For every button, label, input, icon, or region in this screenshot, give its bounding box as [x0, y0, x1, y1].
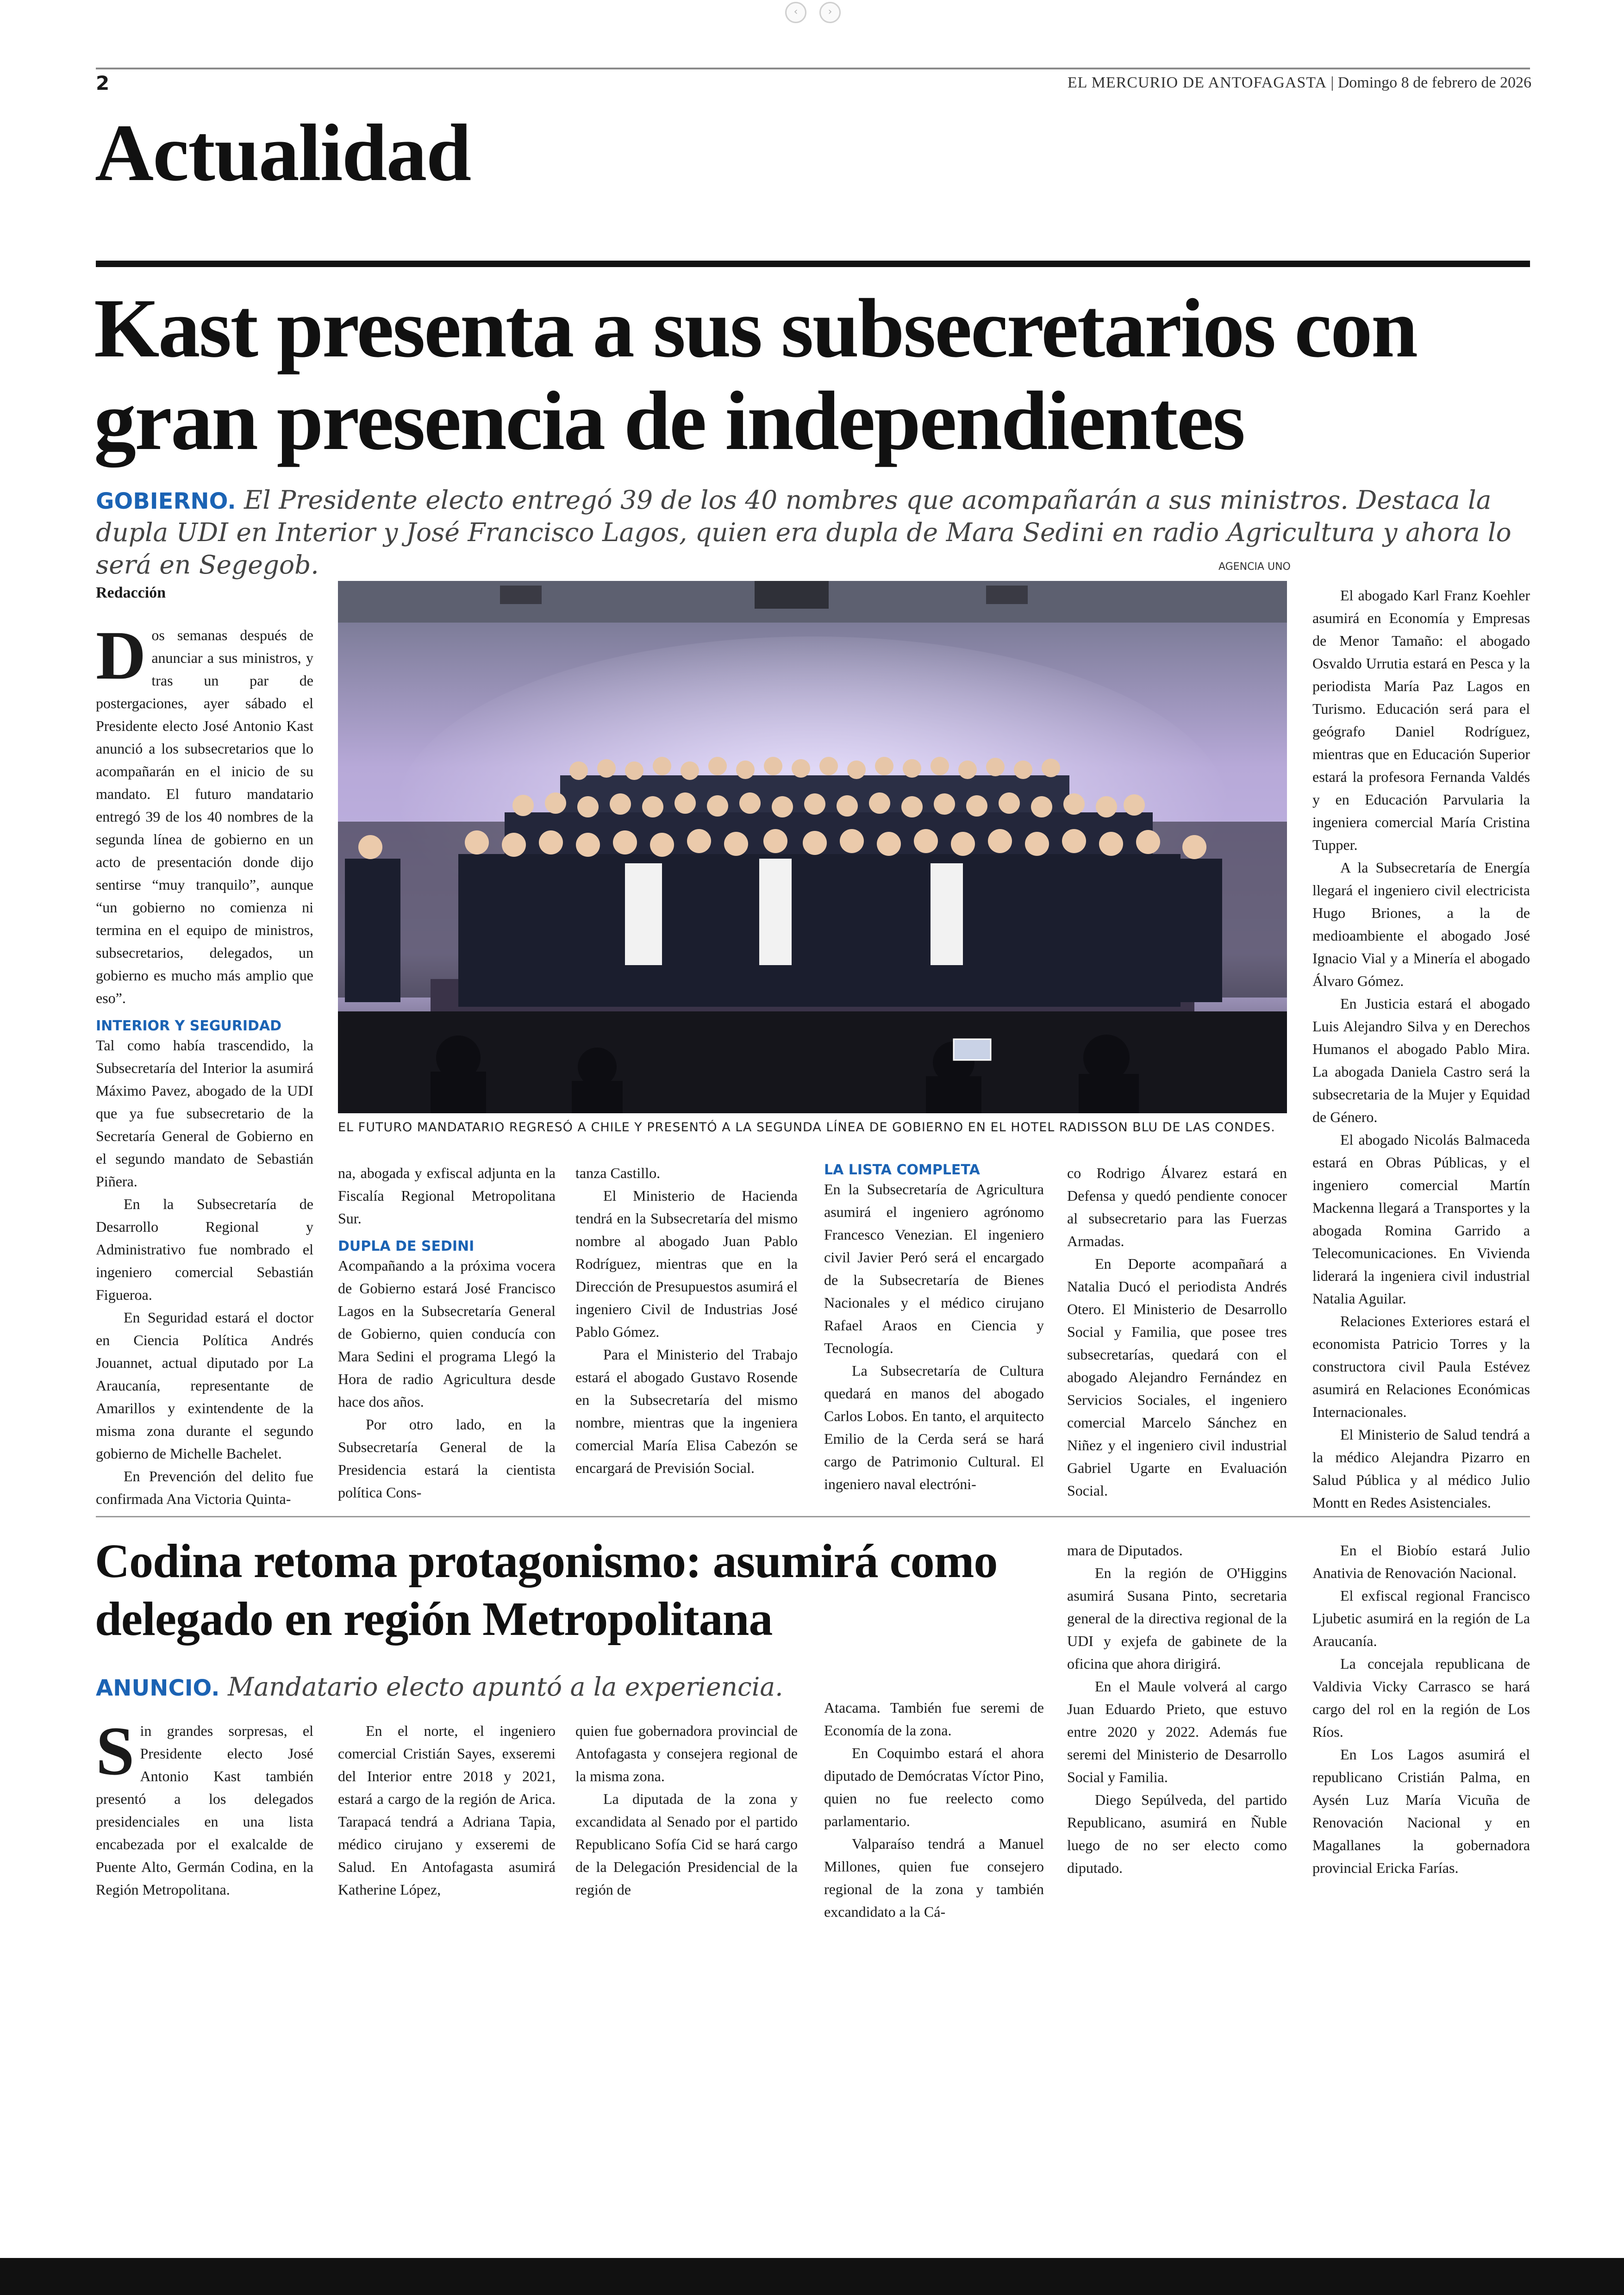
newspaper-masthead	[1068, 74, 1531, 92]
paragraph: La Subsecretaría de Cultura quedará en manos del abogado Carlos Lobos. En tanto, el arquitecto Emilio de la Cerda será se hará cargo de Patrimonio Cultural. El ingeniero naval electróni-	[824, 1362, 1044, 1492]
lead-kicker: GOBIERNO.	[96, 488, 236, 514]
next-page-button[interactable]: ›	[819, 2, 841, 23]
photo-credit: AGENCIA UNO	[1218, 561, 1291, 573]
paragraph: A la Subsecretaría de Energía llegará el ingeniero civil electricista Hugo Briones, a la de medioambiente el abogado José Ignacio Vial y a Minería el abogado Álvaro Gómez.	[1312, 859, 1530, 989]
article1-column-2	[338, 1162, 556, 1504]
paragraph: Diego Sepúlveda, del partido Republicano, asumirá en Ñuble luego de no ser electo como diputado.	[1067, 1791, 1287, 1876]
main-headline: Kast presenta a sus subsecretarios con gran presencia de independientes	[94, 282, 1417, 468]
section-title: Actualidad	[95, 108, 471, 198]
article1-column-5	[1067, 1162, 1287, 1502]
group-photo	[338, 581, 1287, 1113]
paragraph: Relaciones Exteriores estará el economista Patricio Torres y la constructora civil Paula Estévez asumirá en Relaciones Económicas Internacionales.	[1312, 1313, 1530, 1420]
paragraph: Tal como había trascendido, la Subsecretaría del Interior la asumirá Máximo Pavez, abogado de la UDI que ya fue subsecretario de la Secretaría General de Gobierno en el segundo mandato de Sebastián Piñera.	[96, 1037, 313, 1190]
article2-column-5	[1067, 1539, 1287, 1879]
paragraph: Acompañando a la próxima vocera de Gobierno estará José Francisco Lagos en la Subsecretaría General de Gobierno, quien conducía con Mara Sedini el programa Llegó la Hora de radio Agricultura desde hace dos años.	[338, 1257, 556, 1410]
viewer-bottom-bar	[0, 2258, 1624, 2295]
paragraph: Para el Ministerio del Trabajo estará el abogado Gustavo Rosende en la Subsecretaría del mismo nombre, mientras que la ingeniera comercial María Elisa Cabezón se encargará de Previsión Social.	[575, 1346, 798, 1476]
paragraph: En el Maule volverá al cargo Juan Eduardo Prieto, que estuvo entre 2020 y 2022. Además fue seremi del Ministerio de Desarrollo Social y Familia.	[1067, 1678, 1287, 1785]
paragraph: in grandes sorpresas, el Presidente electo José Antonio Kast también presentó a los delegados presidenciales en una lista encabezada por el exalcalde de Puente Alto, Germán Codina, en la Región Metropolitana.	[96, 1722, 313, 1898]
paragraph: os semanas después de anunciar a sus ministros, y tras un par de postergaciones, ayer sábado el Presidente electo José Antonio Kast anunció a los subsecretarios que lo acompañarán en el inicio de su mandato. El futuro mandatario entregó 39 de los 40 nombres de la segunda línea de gobierno en un acto de presentación donde dijo sentirse “muy tranquilo”, aunque “un gobierno no comienza ni termina en el equipo de ministros, subsecretarios, delegados, un gobierno es mucho más amplio que eso”.	[96, 627, 313, 1006]
paragraph: En Prevención del delito fue confirmada Ana Victoria Quinta-	[96, 1468, 313, 1507]
paragraph: En Los Lagos asumirá el republicano Cristián Palma, en Aysén Luz María Vicuña de Renovación Nacional y en Magallanes la gobernadora provincial Ericka Farías.	[1312, 1746, 1530, 1876]
paragraph: En Seguridad estará el doctor en Ciencia Política Andrés Jouannet, actual diputado por La Araucanía, representante de Amarillos y exintendente de la misma zona durante el segundo gobierno de Michelle Bachelet.	[96, 1309, 313, 1462]
paragraph: En la Subsecretaría de Desarrollo Regional y Administrativo fue nombrado el ingeniero comercial Sebastián Figueroa.	[96, 1196, 313, 1303]
article1-column-4	[824, 1162, 1044, 1496]
paragraph: El abogado Karl Franz Koehler asumirá en Economía y Empresas de Menor Tamaño: el abogado Osvaldo Urrutia estará en Pesca y la periodista María Paz Lagos en Turismo. Educación será para el geógrafo Daniel Rodríguez, mientras que en Educación Superior estará la profesora Fernanda Valdés y en Educación Parvularia la ingeniera comercial María Cristina Tupper.	[1312, 587, 1530, 853]
paragraph: En la región de O'Higgins asumirá Susana Pinto, secretaria general de la directiva regional de la UDI y exjefa de gabinete de la oficina que ahora dirigirá.	[1067, 1565, 1287, 1672]
article2-column-3	[575, 1720, 798, 1901]
article1-column-1	[96, 584, 313, 1510]
article1-column-6	[1312, 584, 1530, 1514]
article2-column-6	[1312, 1539, 1530, 1879]
article2-column-4	[824, 1696, 1044, 1923]
paragraph: Por otro lado, en la Subsecretaría General de la Presidencia estará la cientista política Cons-	[338, 1416, 556, 1501]
dropcap: S	[96, 1713, 135, 1790]
paragraph: Valparaíso tendrá a Manuel Millones, quien fue consejero regional de la zona y también excandidato a la Cá-	[824, 1835, 1044, 1920]
main-lead	[96, 484, 1531, 581]
paragraph: El Ministerio de Hacienda tendrá en la Subsecretaría del mismo nombre al abogado Juan Pablo Rodríguez, mientras que en la Dirección de Presupuestos asumirá el ingeniero Civil de Industrias José Pablo Gómez.	[575, 1187, 798, 1340]
byline: Redacción	[96, 584, 166, 601]
paragraph: En la Subsecretaría de Agricultura asumirá el ingeniero agrónomo Francesco Venezian. El ingeniero civil Javier Peró será el encargado de la Subsecretaría de Bienes Nacionales y el médico cirujano Rafael Araos en Ciencia y Tecnología.	[824, 1181, 1044, 1356]
article1-column-3	[575, 1162, 798, 1479]
photo-caption: EL FUTURO MANDATARIO REGRESÓ A CHILE Y PRESENTÓ A LA SEGUNDA LÍNEA DE GOBIERNO EN EL HOTEL RADISSON BLU DE LAS CONDES.	[338, 1120, 1275, 1135]
lead-text: Mandatario electo apuntó a la experiencia.	[219, 1672, 783, 1702]
article2-column-2	[338, 1720, 556, 1901]
group-photo-illustration	[338, 581, 1287, 1113]
paragraph: La concejala republicana de Valdivia Vicky Carrasco se hará cargo del rol en la región de Los Ríos.	[1312, 1655, 1530, 1740]
newspaper-name: EL MERCURIO DE ANTOFAGASTA	[1067, 74, 1327, 91]
article-divider	[96, 1516, 1530, 1517]
prev-page-button[interactable]: ‹	[785, 2, 806, 23]
subhead-dupla: DUPLA DE SEDINI	[338, 1238, 475, 1254]
masthead-separator: |	[1326, 74, 1338, 91]
subhead-interior: INTERIOR Y SEGURIDAD	[96, 1018, 282, 1034]
paragraph: En Justicia estará el abogado Luis Alejandro Silva y en Derechos Humanos el abogado Pablo Mira. La abogada Daniela Castro será la subsecretaria de la Mujer y Equidad de Género.	[1312, 995, 1530, 1125]
paragraph: En Deporte acompañará a Natalia Ducó el periodista Andrés Otero. El Ministerio de Desarrollo Social y Familia, que posee tres subsecretarías, quedará con el abogado Alejandro Fernández en Servicios Sociales, el ingeniero comercial Marcelo Sánchez en Niñez y el ingeniero civil industrial Gabriel Ugarte en Evaluación Social.	[1067, 1255, 1287, 1499]
article2-column-1	[96, 1713, 313, 1901]
subhead-lista: LA LISTA COMPLETA	[824, 1162, 980, 1178]
section-rule	[96, 261, 1530, 267]
issue-date: Domingo 8 de febrero de 2026	[1337, 74, 1531, 91]
paragraph: En el norte, el ingeniero comercial Cristián Sayes, exseremi del Interior entre 2018 y 2021, estará a cargo de la región de Arica. Tarapacá tendrá a Adriana Tapia, médico cirujano y exseremi de Salud. En Antofagasta asumirá Katherine López,	[338, 1722, 556, 1898]
paragraph: El abogado Nicolás Balmaceda estará en Obras Públicas, y el ingeniero comercial Martín Mackenna llegará a Transportes y la abogada Romina Garrido a Telecomunicaciones. En Vivienda liderará la ingeniera civil industrial Natalia Aguilar.	[1312, 1131, 1530, 1307]
paragraph: na, abogada y exfiscal adjunta en la Fiscalía Regional Metropolitana Sur.	[338, 1165, 556, 1227]
lead-kicker: ANUNCIO.	[96, 1675, 220, 1701]
paragraph: tanza Castillo.	[575, 1165, 661, 1181]
lead-text: El Presidente electo entregó 39 de los 40 nombres que acompañarán a sus ministros. Destaca la dupla UDI en Interior y José Francisco Lagos, quien era dupla de Mara Sedini en radio Agricultura y ahora lo será en Segegob.	[96, 485, 1512, 580]
second-headline: Codina retoma protagonismo: asumirá como delegado en región Metropolitana	[95, 1534, 998, 1646]
paragraph: En Coquimbo estará el ahora diputado de Demócratas Víctor Pino, quien no fue reelecto como parlamentario.	[824, 1745, 1044, 1829]
paragraph: mara de Diputados.	[1067, 1542, 1183, 1559]
paragraph: El exfiscal regional Francisco Ljubetic asumirá en la región de La Araucanía.	[1312, 1587, 1530, 1649]
top-rule	[96, 68, 1530, 69]
page-number: 2	[96, 72, 110, 94]
paragraph: El Ministerio de Salud tendrá a la médico Alejandra Pizarro en Salud Pública y al médico Julio Montt en Redes Asistenciales.	[1312, 1426, 1530, 1511]
paragraph: La diputada de la zona y excandidata al Senado por el partido Republicano Sofía Cid se hará cargo de la Delegación Presidencial de la región de	[575, 1790, 798, 1898]
paragraph: Atacama. También fue seremi de Economía de la zona.	[824, 1699, 1044, 1739]
paragraph: quien fue gobernadora provincial de Antofagasta y consejera regional de la misma zona.	[575, 1722, 798, 1784]
dropcap: D	[96, 617, 146, 694]
paragraph: co Rodrigo Álvarez estará en Defensa y quedó pendiente conocer al subsecretario para las Fuerzas Armadas.	[1067, 1165, 1287, 1249]
paragraph: En el Biobío estará Julio Anativia de Renovación Nacional.	[1312, 1542, 1530, 1581]
